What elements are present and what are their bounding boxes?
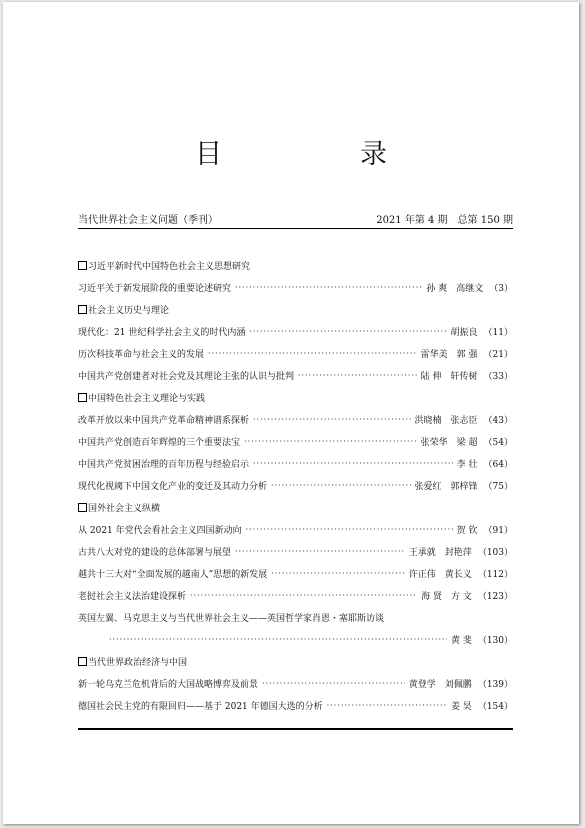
toc-section-heading <box>78 254 513 276</box>
footer-rule <box>78 728 513 730</box>
section-title: 社会主义历史与理论 <box>88 305 170 316</box>
toc-section-heading <box>78 650 513 672</box>
checkbox-square-icon <box>78 305 87 314</box>
toc-entry <box>78 672 513 694</box>
toc-entry <box>78 364 513 386</box>
journal-header <box>78 211 513 225</box>
article-title: 现代化视阈下中国文化产业的变迁及其动力分析 <box>78 481 268 492</box>
article-title: 新一轮乌克兰危机背后的大国战略博弈及前景 <box>78 679 259 690</box>
article-title: 现代化：21 世纪科学社会主义的时代内涵 <box>78 327 246 338</box>
page-title: 目 录 <box>195 139 415 170</box>
article-title: 中国共产党贫困治理的百年历程与经验启示 <box>78 459 250 470</box>
toc-entry <box>78 562 513 584</box>
section-title: 中国特色社会主义理论与实践 <box>88 393 206 404</box>
dot-leader <box>327 701 447 710</box>
toc-section-heading <box>78 386 513 408</box>
article-title: 英国左翼、马克思主义与当代世界社会主义——英国哲学家肖恩・塞耶斯访谈 <box>78 613 385 624</box>
article-title: 越共十三大对“全面发展的越南人”思想的新发展 <box>78 569 268 580</box>
page-number: （123） <box>477 591 513 602</box>
toc-entry <box>78 584 513 606</box>
page-number: （112） <box>477 569 513 580</box>
section-title: 国外社会主义纵横 <box>88 503 161 514</box>
page-number: （130） <box>477 635 513 646</box>
page-number: （75） <box>483 481 513 492</box>
document-page <box>3 2 579 824</box>
article-title: 老挝社会主义法治建设探析 <box>78 591 187 602</box>
toc-entry <box>78 430 513 452</box>
article-author: 孙 爽 高继文 <box>426 283 484 294</box>
page-number: （91） <box>483 525 513 536</box>
checkbox-square-icon <box>78 657 87 666</box>
checkbox-square-icon <box>78 261 87 270</box>
page-number: （139） <box>477 679 513 690</box>
table-of-contents <box>78 254 513 716</box>
article-author: 黄登学 刘佩鹏 <box>408 679 472 690</box>
article-author: 贺 钦 <box>456 525 478 536</box>
dot-leader <box>190 591 417 600</box>
toc-entry <box>78 408 513 430</box>
dot-leader <box>271 481 411 490</box>
toc-section-heading <box>78 298 513 320</box>
page-number: （154） <box>477 701 513 712</box>
dot-leader <box>244 437 417 446</box>
checkbox-square-icon <box>78 393 87 402</box>
checkbox-square-icon <box>78 503 87 512</box>
dot-leader <box>253 415 411 424</box>
article-title: 改革开放以来中国共产党革命精神谱系探析 <box>78 415 250 426</box>
article-author: 胡振良 <box>450 327 478 338</box>
dot-leader <box>253 459 453 468</box>
article-author: 黄 斐 <box>450 635 472 646</box>
page-number: （103） <box>477 547 513 558</box>
article-title: 中国共产党创建者对社会党及其理论主张的认识与批判 <box>78 371 295 382</box>
article-author: 李 壮 <box>456 459 478 470</box>
toc-entry <box>78 276 513 298</box>
dot-leader <box>109 635 447 644</box>
article-author: 张爱红 郭梓锋 <box>414 481 478 492</box>
toc-entry <box>78 694 513 716</box>
article-title: 德国社会民主党的有限回归——基于 2021 年德国大选的分析 <box>78 701 323 712</box>
dot-leader <box>235 547 405 556</box>
dot-leader <box>246 525 453 534</box>
page-number: （21） <box>483 349 513 360</box>
article-author: 洪晓楠 张志臣 <box>414 415 478 426</box>
article-author: 海 贤 方 文 <box>421 591 472 602</box>
article-author: 王承就 封艳萍 <box>408 547 472 558</box>
article-author: 雷华美 郭 强 <box>420 349 478 360</box>
dot-leader <box>271 569 405 578</box>
page-number: （64） <box>483 459 513 470</box>
toc-entry <box>78 518 513 540</box>
dot-leader <box>249 327 446 336</box>
article-title: 从 2021 年党代会看社会主义四国新动向 <box>78 525 242 536</box>
article-author: 张荣华 梁 超 <box>420 437 478 448</box>
header-rule <box>78 228 513 229</box>
toc-entry <box>78 452 513 474</box>
toc-entry <box>78 474 513 496</box>
dot-leader <box>262 679 405 688</box>
article-author: 姜 昊 <box>450 701 472 712</box>
section-title: 习近平新时代中国特色社会主义思想研究 <box>88 261 251 272</box>
toc-entry <box>78 540 513 562</box>
article-title: 中国共产党创造百年辉煌的三个重要法宝 <box>78 437 241 448</box>
page-number: （33） <box>483 371 513 382</box>
toc-entry <box>78 628 513 650</box>
page-number: （3） <box>489 283 513 294</box>
toc-entry <box>78 320 513 342</box>
article-author: 许正伟 黄长义 <box>408 569 472 580</box>
section-title: 当代世界政治经济与中国 <box>88 657 188 668</box>
journal-name: 当代世界社会主义问题（季刊） <box>78 215 218 226</box>
article-author: 陆 伸 轩传树 <box>420 371 478 382</box>
dot-leader <box>208 349 417 358</box>
dot-leader <box>235 283 422 292</box>
toc-section-heading <box>78 496 513 518</box>
page-number: （11） <box>483 327 513 338</box>
page-number: （54） <box>483 437 513 448</box>
article-title: 历次科技革命与社会主义的发展 <box>78 349 205 360</box>
toc-entry <box>78 342 513 364</box>
article-title: 古共八大对党的建设的总体部署与展望 <box>78 547 232 558</box>
toc-entry-title-line <box>78 606 513 628</box>
issue-number: 2021 年第 4 期 总第 150 期 <box>376 215 513 226</box>
page-number: （43） <box>483 415 513 426</box>
article-title: 习近平关于新发展阶段的重要论述研究 <box>78 283 232 294</box>
dot-leader <box>298 371 417 380</box>
